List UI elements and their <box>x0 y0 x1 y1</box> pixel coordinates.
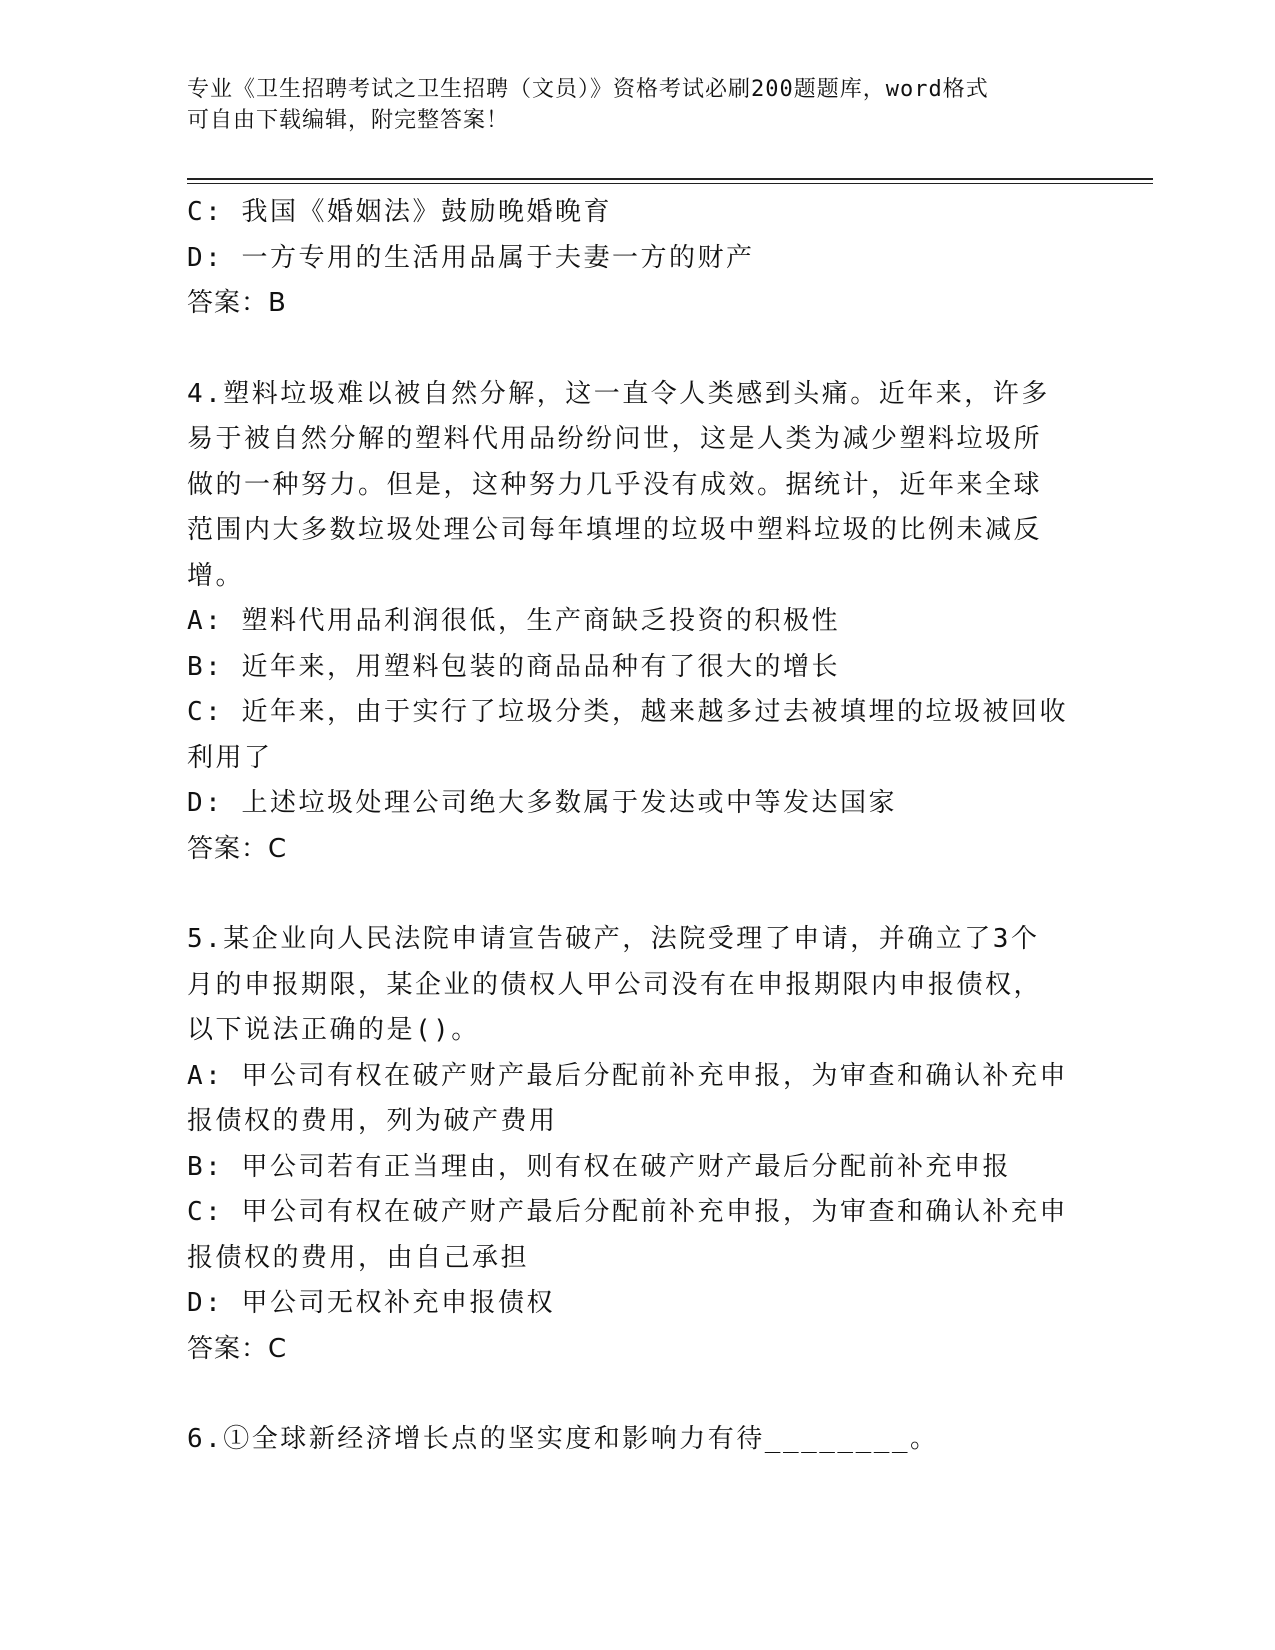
q4-stem-line: 增。 <box>187 560 245 591</box>
q4-stem-line: 易于被自然分解的塑料代用品纷纷问世，这是人类为减少塑料垃圾所 <box>187 424 1043 454</box>
spacer <box>187 872 1087 917</box>
q4-option-a: A: 塑料代用品利润很低，生产商缺乏投资的积极性 <box>187 606 840 636</box>
q4-answer: 答案：C <box>187 833 288 864</box>
spacer <box>187 327 1087 372</box>
q5-stem-line: 月的申报期限，某企业的债权人甲公司没有在申报期限内申报债权， <box>187 969 1043 1000</box>
q4-stem-line: 4.塑料垃圾难以被自然分解，这一直令人类感到头痛。近年来，许多 <box>187 378 1050 409</box>
q5-stem-line: 以下说法正确的是()。 <box>187 1015 480 1045</box>
q3-option-d: D: 一方专用的生活用品属于夫妻一方的财产 <box>187 242 755 273</box>
q5-option-d: D: 甲公司无权补充申报债权 <box>187 1288 555 1318</box>
q4-stem-line: 范围内大多数垃圾处理公司每年填埋的垃圾中塑料垃圾的比例未减反 <box>187 515 1043 545</box>
q3-answer: 答案：B <box>187 288 287 318</box>
page-header <box>187 74 1067 136</box>
document-body <box>187 190 1087 1463</box>
header-line-2: 可自由下载编辑，附完整答案！ <box>187 108 510 133</box>
q3-option-c: C: 我国《婚姻法》鼓励晚婚晚育 <box>187 197 612 227</box>
q4-option-c-cont: 利用了 <box>187 742 273 773</box>
q4-option-d: D: 上述垃圾处理公司绝大多数属于发达或中等发达国家 <box>187 788 897 818</box>
q5-option-a-cont: 报债权的费用，列为破产费用 <box>187 1106 558 1136</box>
q4-option-c: C: 近年来，由于实行了垃圾分类，越来越多过去被填埋的垃圾被回收 <box>187 697 1068 727</box>
header-line-1: 专业《卫生招聘考试之卫生招聘（文员）》资格考试必刷200题题库，word格式 <box>187 77 989 102</box>
q4-stem-line: 做的一种努力。但是，这种努力几乎没有成效。据统计，近年来全球 <box>187 469 1043 500</box>
q5-stem-line: 5.某企业向人民法院申请宣告破产，法院受理了申请，并确立了3个 <box>187 924 1040 954</box>
header-rule-thin <box>187 183 1153 184</box>
q5-option-c-cont: 报债权的费用，由自己承担 <box>187 1242 530 1273</box>
q5-option-c: C: 甲公司有权在破产财产最后分配前补充申报，为审查和确认补充申 <box>187 1197 1068 1227</box>
q5-option-b: B: 甲公司若有正当理由，则有权在破产财产最后分配前补充申报 <box>187 1151 1011 1182</box>
q4-option-b: B: 近年来，用塑料包装的商品品种有了很大的增长 <box>187 651 840 682</box>
q5-option-a: A: 甲公司有权在破产财产最后分配前补充申报，为审查和确认补充申 <box>187 1060 1068 1091</box>
spacer <box>187 1372 1087 1417</box>
header-rule-thick <box>187 178 1153 180</box>
q6-stem: 6.①全球新经济增长点的坚实度和影响力有待________。 <box>187 1424 939 1454</box>
q5-answer: 答案：C <box>187 1333 288 1364</box>
